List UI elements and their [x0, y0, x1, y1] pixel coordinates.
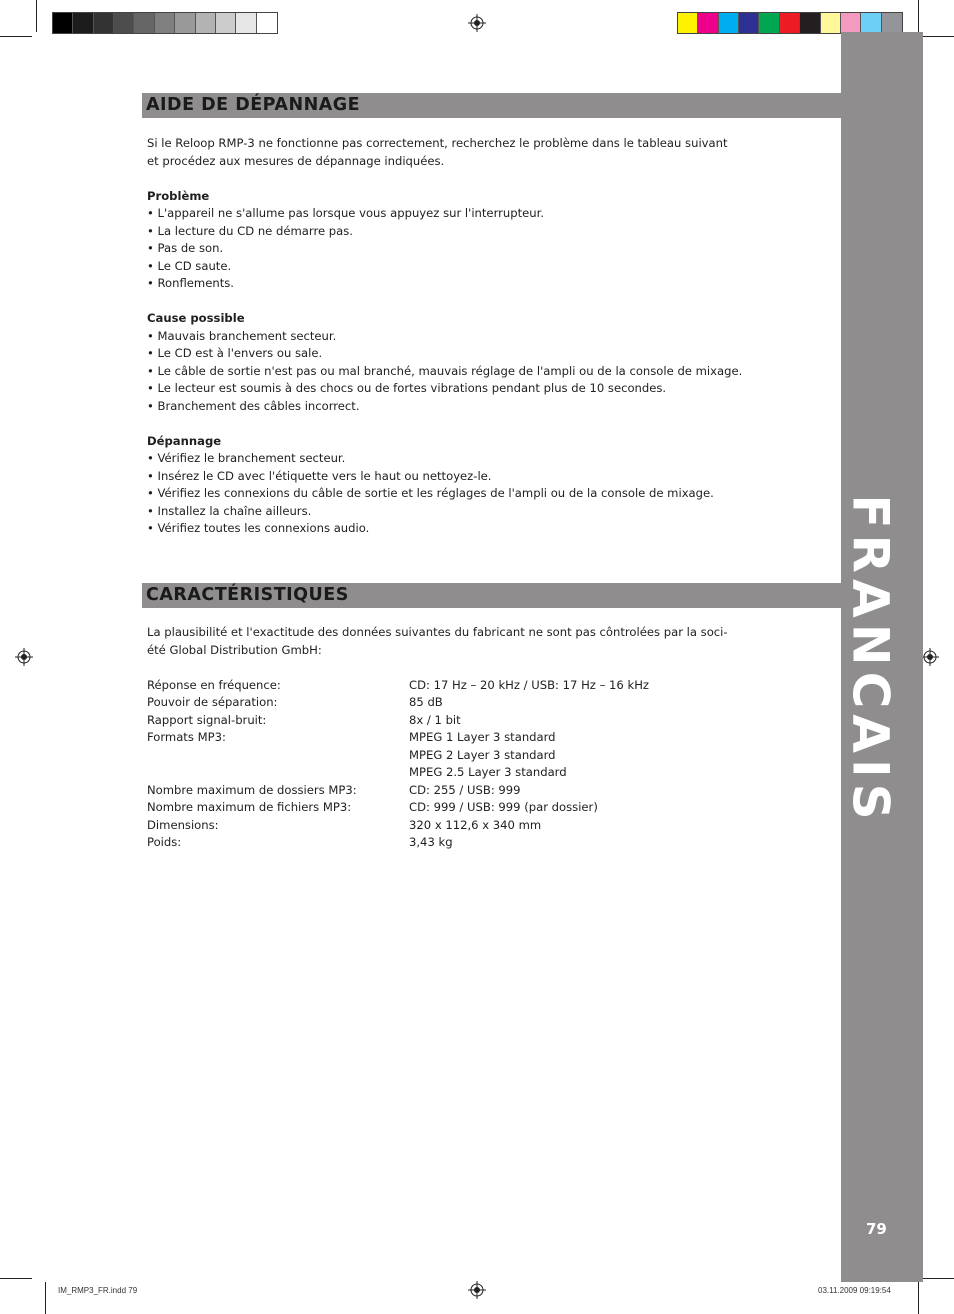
spec-row [147, 729, 757, 747]
cause-item: • Le CD est à l'envers ou sale. [147, 346, 323, 360]
color-swatch [53, 13, 73, 33]
crop-mark [922, 1278, 954, 1279]
crop-mark [918, 1282, 919, 1314]
spec-label: Nombre maximum de fichiers MP3: [147, 800, 352, 814]
problem-item: • L'appareil ne s'allume pas lorsque vous appuyez sur l'interrupteur. [147, 206, 545, 220]
spec-label: Réponse en fréquence: [147, 677, 281, 692]
spec-value: 8x / 1 bit [409, 712, 461, 727]
spec-label: Pouvoir de séparation: [147, 695, 278, 709]
slug-timestamp: 03.11.2009 09:19:54 [818, 1286, 891, 1295]
fix-item: • Vérifiez le branchement secteur. [147, 451, 346, 465]
color-swatch [175, 13, 195, 33]
color-swatch [155, 13, 175, 33]
registration-mark-icon [468, 1281, 486, 1299]
spec-label: Dimensions: [147, 817, 219, 832]
spec-label: Formats MP3: [147, 730, 226, 744]
spec-label [147, 764, 409, 782]
color-swatch [196, 13, 216, 33]
problem-item: • La lecture du CD ne démarre pas. [147, 223, 353, 238]
intro-line: et procédez aux mesures de dépannage indiquées. [147, 153, 445, 168]
intro-line: été Global Distribution GmbH: [147, 642, 322, 657]
registration-mark-icon [468, 14, 486, 32]
problem-title: Problème [147, 188, 210, 203]
spec-value: 85 dB [409, 695, 443, 709]
color-swatch [780, 13, 800, 33]
section-heading-specifications [142, 583, 841, 608]
spec-row [147, 799, 757, 817]
problem-item: • Le CD saute. [147, 258, 232, 273]
section-title: CARACTÉRISTIQUES [146, 585, 349, 605]
spec-label: Rapport signal-bruit: [147, 712, 267, 727]
intro-line: La plausibilité et l'exactitude des données suivantes du fabricant ne sont pas côntrolées par la soci- [147, 625, 728, 639]
color-swatch [73, 13, 93, 33]
process-color-bar [677, 12, 903, 34]
spec-row [147, 747, 757, 765]
spec-value: MPEG 2 Layer 3 standard [409, 747, 556, 762]
specifications-body [147, 624, 757, 852]
spec-value: CD: 17 Hz – 20 kHz / USB: 17 Hz – 16 kHz [409, 677, 650, 692]
fix-item: • Vérifiez toutes les connexions audio. [147, 521, 370, 535]
color-swatch [759, 13, 779, 33]
color-swatch [882, 13, 902, 33]
color-swatch [821, 13, 841, 33]
crop-mark [918, 0, 919, 32]
fix-title: Dépannage [147, 433, 222, 448]
spec-value: 320 x 112,6 x 340 mm [409, 817, 542, 832]
color-swatch [114, 13, 134, 33]
fix-item: • Installez la chaîne ailleurs. [147, 503, 312, 518]
spec-value: CD: 255 / USB: 999 [409, 782, 521, 797]
language-tab-label [841, 494, 901, 826]
spec-row [147, 782, 757, 800]
color-swatch [257, 13, 277, 33]
color-swatch [719, 13, 739, 33]
troubleshooting-body [147, 135, 757, 538]
crop-mark [45, 1282, 46, 1314]
spec-row [147, 834, 757, 852]
cause-item: • Mauvais branchement secteur. [147, 328, 337, 343]
section-heading-troubleshooting [142, 93, 841, 118]
slug-file-name: IM_RMP3_FR.indd 79 [58, 1286, 138, 1295]
spec-value: CD: 999 / USB: 999 (par dossier) [409, 800, 598, 814]
fix-item: • Vérifiez les connexions du câble de sortie et les réglages de l'ampli ou de la console de mixage. [147, 486, 714, 500]
spec-label: Poids: [147, 835, 182, 849]
color-swatch [698, 13, 718, 33]
spec-row [147, 817, 757, 835]
spec-value: 3,43 kg [409, 835, 453, 849]
crop-mark [0, 36, 32, 37]
crop-mark [0, 1278, 32, 1279]
spec-label: Nombre maximum de dossiers MP3: [147, 782, 357, 797]
spec-value: MPEG 1 Layer 3 standard [409, 730, 556, 744]
color-swatch [236, 13, 256, 33]
color-swatch [216, 13, 236, 33]
intro-line: Si le Reloop RMP-3 ne fonctionne pas correctement, recherchez le problème dans le tableau suivant [147, 136, 728, 150]
color-swatch [678, 13, 698, 33]
color-swatch [94, 13, 114, 33]
cause-item: • Branchement des câbles incorrect. [147, 398, 360, 413]
spec-row [147, 764, 757, 782]
spec-row [147, 694, 757, 712]
section-title: AIDE DE DÉPANNAGE [146, 95, 361, 115]
color-swatch [134, 13, 154, 33]
spec-row [147, 712, 757, 730]
color-swatch [800, 13, 820, 33]
grayscale-color-bar [52, 12, 278, 34]
spec-value: MPEG 2.5 Layer 3 standard [409, 765, 567, 779]
page-number: 79 [866, 1220, 887, 1238]
cause-item: • Le lecteur est soumis à des chocs ou de fortes vibrations pendant plus de 10 secondes. [147, 381, 667, 395]
registration-mark-icon [15, 648, 33, 666]
fix-item: • Insérez le CD avec l'étiquette vers le haut ou nettoyez-le. [147, 468, 492, 483]
crop-mark [922, 36, 954, 37]
color-swatch [861, 13, 881, 33]
spec-label [147, 747, 409, 765]
language-tab-title: FRANCAIS [842, 494, 901, 826]
color-swatch [841, 13, 861, 33]
spec-row [147, 677, 757, 695]
crop-mark [36, 0, 37, 32]
cause-item: • Le câble de sortie n'est pas ou mal branché, mauvais réglage de l'ampli ou de la console de mixage. [147, 363, 743, 378]
problem-item: • Ronflements. [147, 276, 234, 290]
registration-mark-icon [921, 648, 939, 666]
cause-title: Cause possible [147, 311, 245, 325]
problem-item: • Pas de son. [147, 241, 224, 255]
color-swatch [739, 13, 759, 33]
